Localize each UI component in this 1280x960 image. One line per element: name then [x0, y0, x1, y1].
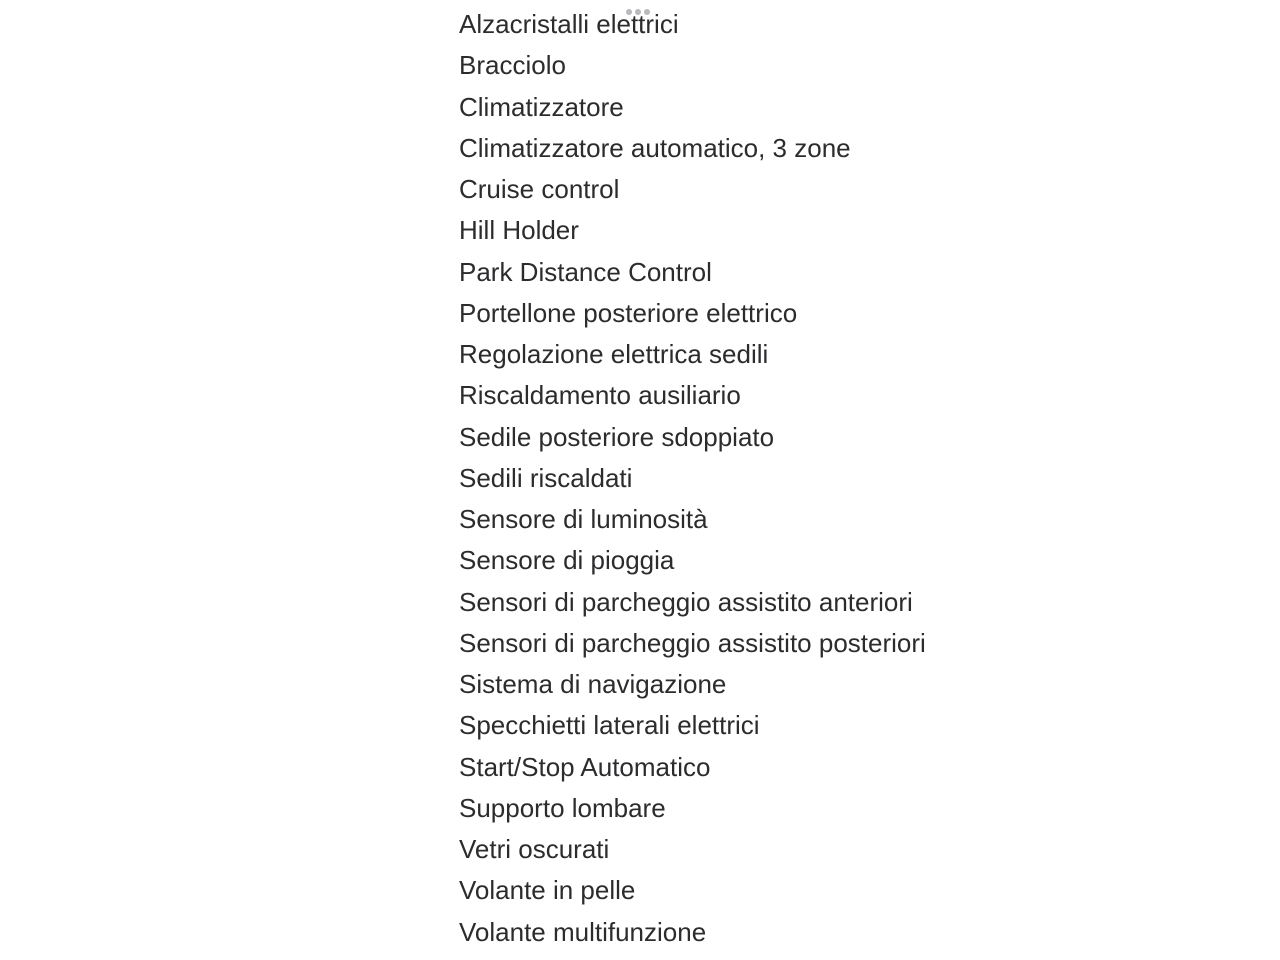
list-item: Sensori di parcheggio assistito posteriori — [459, 627, 926, 658]
list-item: Bracciolo — [459, 50, 566, 81]
feature-list — [459, 4, 926, 953]
list-item: Start/Stop Automatico — [459, 751, 711, 782]
list-item: Sensori di parcheggio assistito anteriori — [459, 586, 913, 617]
list-item: Supporto lombare — [459, 792, 666, 823]
list-item: Sensore di luminosità — [459, 504, 708, 534]
list-item: Sensore di pioggia — [459, 545, 675, 576]
list-item: Sedile posteriore sdoppiato — [459, 421, 775, 452]
list-item: Volante in pelle — [459, 875, 636, 906]
list-item: Cruise control — [459, 174, 620, 204]
list-item: Specchietti laterali elettrici — [459, 710, 760, 741]
list-item: Volante multifunzione — [459, 916, 707, 947]
list-item: Climatizzatore — [459, 91, 624, 122]
list-item: Climatizzatore automatico, 3 zone — [459, 132, 851, 163]
list-item: Hill Holder — [459, 215, 579, 246]
list-item: Park Distance Control — [459, 256, 712, 287]
list-item: Regolazione elettrica sedili — [459, 339, 769, 369]
list-item: Riscaldamento ausiliario — [459, 380, 741, 411]
list-item: Alzacristalli elettrici — [459, 9, 679, 39]
list-item: Sistema di navigazione — [459, 669, 727, 699]
list-item: Vetri oscurati — [459, 834, 610, 864]
list-item: Portellone posteriore elettrico — [459, 297, 798, 328]
list-item: Sedili riscaldati — [459, 462, 633, 493]
